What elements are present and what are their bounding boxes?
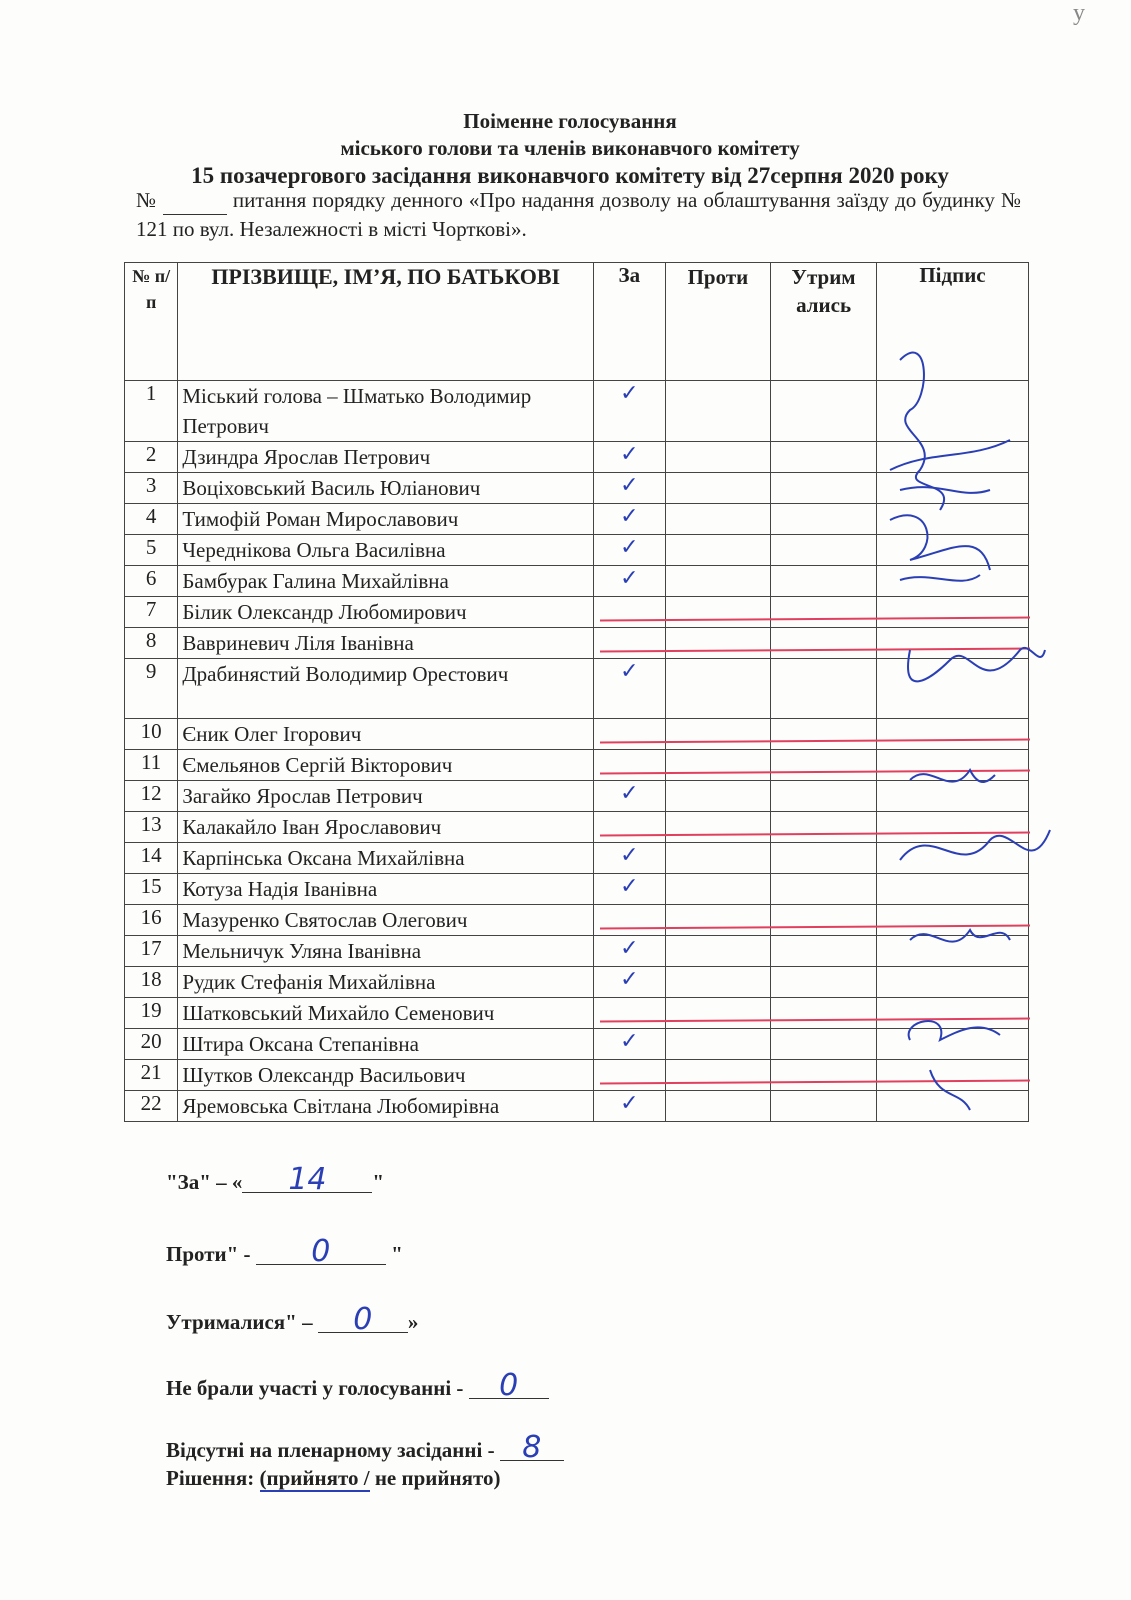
col-against: Проти xyxy=(665,263,771,381)
row-vote-against xyxy=(665,659,771,719)
signature-mark xyxy=(909,1021,1000,1040)
row-vote-abstain xyxy=(771,1029,877,1060)
col-name: ПРІЗВИЩЕ, ІМ’Я, ПО БАТЬКОВІ xyxy=(178,263,594,381)
row-number: 19 xyxy=(125,998,178,1029)
row-vote-abstain xyxy=(771,381,877,442)
row-vote-abstain xyxy=(771,473,877,504)
signature-mark xyxy=(908,648,1045,681)
row-vote-abstain xyxy=(771,812,877,843)
row-name: Білик Олександр Любомирович xyxy=(178,597,594,628)
summary-for-value: 14 xyxy=(242,1168,372,1193)
col-abstain: Утрим ались xyxy=(771,263,877,381)
summary-absent-label: Відсутні на пленарному засіданні - xyxy=(166,1438,495,1462)
row-number: 17 xyxy=(125,936,178,967)
row-number: 8 xyxy=(125,628,178,659)
row-vote-abstain xyxy=(771,442,877,473)
row-number: 12 xyxy=(125,781,178,812)
agenda-subject xyxy=(136,186,1021,243)
row-vote-against xyxy=(665,597,771,628)
row-vote-abstain xyxy=(771,1091,877,1122)
row-vote-abstain xyxy=(771,750,877,781)
document-header xyxy=(120,108,1020,189)
summary-abstain-value: 0 xyxy=(318,1308,408,1333)
decision-label: Рішення: xyxy=(166,1466,255,1490)
row-number: 2 xyxy=(125,442,178,473)
row-name: Ємельянов Сергій Вікторович xyxy=(178,750,594,781)
row-number: 1 xyxy=(125,381,178,442)
row-vote-against xyxy=(665,874,771,905)
row-name: Шатковський Михайло Семенович xyxy=(178,998,594,1029)
col-num: № п/п xyxy=(125,263,178,381)
row-vote-against xyxy=(665,566,771,597)
row-number: 22 xyxy=(125,1091,178,1122)
row-number: 9 xyxy=(125,659,178,719)
row-vote-for xyxy=(594,719,665,750)
row-vote-against xyxy=(665,1060,771,1091)
summary-for-end: " xyxy=(372,1170,385,1194)
row-vote-against xyxy=(665,535,771,566)
signature-mark xyxy=(890,440,1010,493)
row-vote-for: ✓ xyxy=(594,843,665,874)
row-number: 13 xyxy=(125,812,178,843)
row-vote-abstain xyxy=(771,597,877,628)
row-vote-abstain xyxy=(771,566,877,597)
decision-accepted: (прийнято / xyxy=(259,1466,370,1490)
row-vote-abstain xyxy=(771,874,877,905)
row-vote-abstain xyxy=(771,905,877,936)
summary-abstain-label: Утрималися" – xyxy=(166,1310,313,1334)
row-name: Мельничук Уляна Іванівна xyxy=(178,936,594,967)
row-number: 21 xyxy=(125,1060,178,1091)
summary-notvoting-label: Не брали участі у голосуванні - xyxy=(166,1376,464,1400)
summary-against-value: 0 xyxy=(256,1240,386,1265)
row-vote-for xyxy=(594,750,665,781)
row-number: 4 xyxy=(125,504,178,535)
row-vote-for: ✓ xyxy=(594,442,665,473)
row-name: Карпінська Оксана Михайлівна xyxy=(178,843,594,874)
row-name: Штира Оксана Степанівна xyxy=(178,1029,594,1060)
row-name: Калакайло Іван Ярославович xyxy=(178,812,594,843)
signature-mark xyxy=(930,1070,970,1110)
row-vote-for xyxy=(594,905,665,936)
subject-prefix: № xyxy=(136,188,157,212)
row-vote-for xyxy=(594,597,665,628)
row-vote-against xyxy=(665,1091,771,1122)
row-vote-abstain xyxy=(771,967,877,998)
signature-mark xyxy=(890,515,990,570)
row-vote-for: ✓ xyxy=(594,1091,665,1122)
row-vote-abstain xyxy=(771,535,877,566)
row-name: Вавриневич Ліля Іванівна xyxy=(178,628,594,659)
header-line-3: 15 позачергового засідання виконавчого комітету від 27серпня 2020 року xyxy=(191,163,949,188)
summary-against-label: Проти" - xyxy=(166,1242,251,1266)
row-name: Бамбурак Галина Михайлівна xyxy=(178,566,594,597)
row-vote-for: ✓ xyxy=(594,659,665,719)
summary-against xyxy=(166,1234,403,1269)
row-name: Воціховський Василь Юліанович xyxy=(178,473,594,504)
row-vote-for: ✓ xyxy=(594,781,665,812)
row-vote-against xyxy=(665,1029,771,1060)
row-vote-against xyxy=(665,781,771,812)
row-name: Котуза Надія Іванівна xyxy=(178,874,594,905)
row-vote-against xyxy=(665,504,771,535)
col-signature: Підпис xyxy=(876,263,1028,381)
row-vote-for xyxy=(594,1060,665,1091)
row-vote-abstain xyxy=(771,843,877,874)
row-vote-abstain xyxy=(771,936,877,967)
signature-mark xyxy=(910,770,995,782)
summary-absent xyxy=(166,1430,564,1465)
row-vote-abstain xyxy=(771,659,877,719)
row-vote-against xyxy=(665,473,771,504)
row-name: Шутков Олександр Васильович xyxy=(178,1060,594,1091)
row-vote-abstain xyxy=(771,1060,877,1091)
row-name: Рудик Стефанія Михайлівна xyxy=(178,967,594,998)
signature-mark xyxy=(900,830,1050,860)
row-vote-against xyxy=(665,967,771,998)
row-number: 20 xyxy=(125,1029,178,1060)
row-vote-for: ✓ xyxy=(594,535,665,566)
signature-scribbles xyxy=(870,320,1070,1120)
row-number: 16 xyxy=(125,905,178,936)
summary-absent-value: 8 xyxy=(500,1436,564,1461)
row-number: 5 xyxy=(125,535,178,566)
row-vote-abstain xyxy=(771,628,877,659)
row-name: Череднікова Ольга Василівна xyxy=(178,535,594,566)
row-vote-for xyxy=(594,628,665,659)
row-name: Мазуренко Святослав Олегович xyxy=(178,905,594,936)
signature-mark xyxy=(900,575,980,581)
row-vote-for: ✓ xyxy=(594,936,665,967)
corner-mark: у xyxy=(1073,0,1085,26)
row-vote-abstain xyxy=(771,998,877,1029)
row-vote-for: ✓ xyxy=(594,381,665,442)
header-line-1: Поіменне голосування xyxy=(463,109,677,133)
row-vote-for: ✓ xyxy=(594,874,665,905)
row-number: 6 xyxy=(125,566,178,597)
row-vote-for: ✓ xyxy=(594,504,665,535)
summary-abstain xyxy=(166,1302,419,1337)
row-vote-for xyxy=(594,812,665,843)
row-name: Яремовська Світлана Любомирівна xyxy=(178,1091,594,1122)
row-number: 15 xyxy=(125,874,178,905)
summary-abstain-end: » xyxy=(407,1310,419,1334)
subject-number-blank xyxy=(163,186,227,215)
decision xyxy=(166,1466,500,1491)
row-vote-against xyxy=(665,628,771,659)
row-vote-for: ✓ xyxy=(594,967,665,998)
row-number: 14 xyxy=(125,843,178,874)
row-number: 7 xyxy=(125,597,178,628)
row-name: Загайко Ярослав Петрович xyxy=(178,781,594,812)
signature-mark xyxy=(910,930,1010,942)
summary-for-label: "За" – « xyxy=(166,1170,243,1194)
row-vote-for xyxy=(594,998,665,1029)
row-name: Єник Олег Ігорович xyxy=(178,719,594,750)
row-number: 3 xyxy=(125,473,178,504)
row-name: Дзиндра Ярослав Петрович xyxy=(178,442,594,473)
summary-against-end: " xyxy=(391,1242,403,1266)
header-line-2: міського голови та членів виконавчого комітету xyxy=(340,136,800,160)
row-vote-for: ✓ xyxy=(594,1029,665,1060)
summary-notvoting xyxy=(166,1368,549,1403)
row-number: 18 xyxy=(125,967,178,998)
row-vote-against xyxy=(665,998,771,1029)
row-vote-against xyxy=(665,750,771,781)
row-number: 10 xyxy=(125,719,178,750)
summary-notvoting-value: 0 xyxy=(469,1374,549,1399)
row-vote-against xyxy=(665,936,771,967)
row-vote-against xyxy=(665,719,771,750)
row-vote-against xyxy=(665,905,771,936)
row-vote-against xyxy=(665,812,771,843)
subject-text: питання порядку денного «Про надання дозволу на облаштування заїзду до будинку № 121 по вул. Незалежності в місті Чорткові». xyxy=(136,188,1021,241)
row-name: Міський голова – Шматько Володимир Петрович xyxy=(178,381,594,442)
row-name: Драбинястий Володимир Орестович xyxy=(178,659,594,719)
row-name: Тимофій Роман Мирославович xyxy=(178,504,594,535)
row-vote-abstain xyxy=(771,504,877,535)
row-vote-abstain xyxy=(771,781,877,812)
row-vote-abstain xyxy=(771,719,877,750)
row-vote-for: ✓ xyxy=(594,566,665,597)
decision-rest: не прийнято) xyxy=(374,1466,501,1490)
row-vote-against xyxy=(665,381,771,442)
row-number: 11 xyxy=(125,750,178,781)
summary-for xyxy=(166,1162,385,1197)
row-vote-for: ✓ xyxy=(594,473,665,504)
row-vote-against xyxy=(665,442,771,473)
col-for: За xyxy=(594,263,665,381)
row-vote-against xyxy=(665,843,771,874)
